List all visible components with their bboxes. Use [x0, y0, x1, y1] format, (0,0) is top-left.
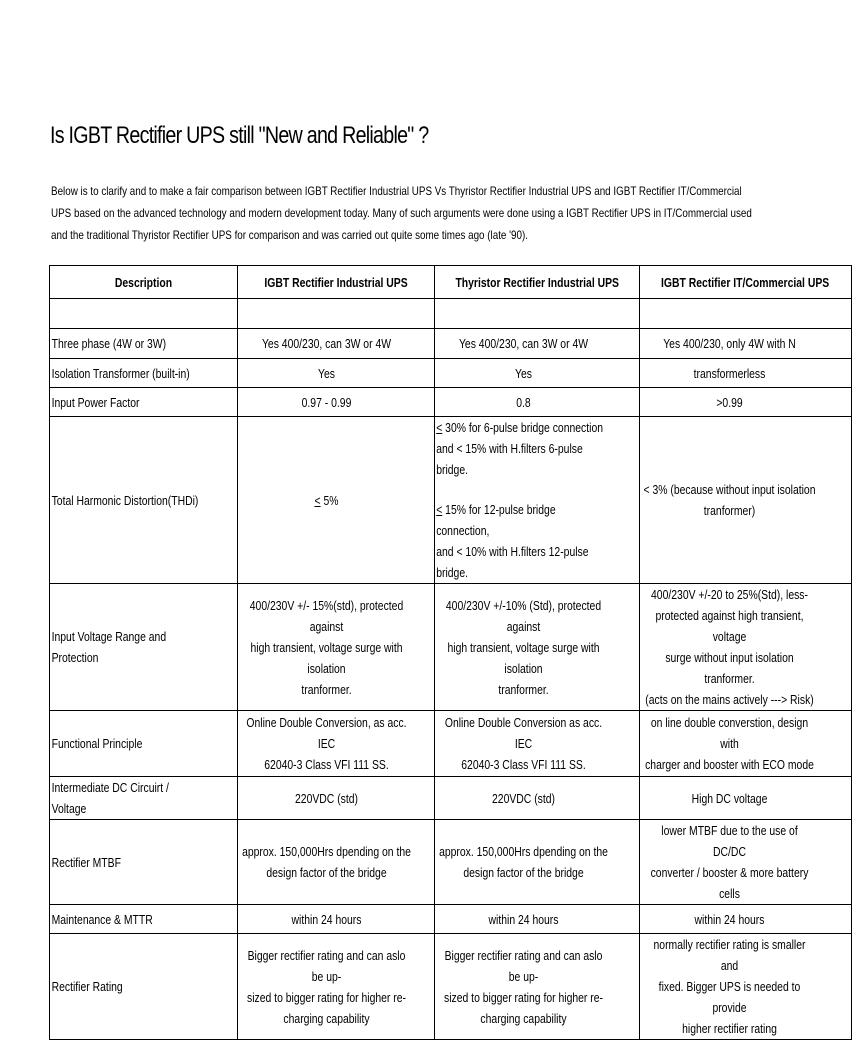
- cell-text: Bigger rectifier rating and can aslo be up-: [444, 947, 603, 984]
- table-cell: [238, 934, 435, 1040]
- cell-text: charger and booster with ECO mode: [645, 757, 815, 772]
- column-header: IGBT Rectifier Industrial UPS: [238, 266, 435, 299]
- cell-text: 400/230V +/- 15%(std), protected against: [249, 597, 404, 634]
- table-cell: Yes: [238, 359, 435, 388]
- cell-text: higher rectifier rating: [682, 1021, 778, 1036]
- table-cell: [640, 584, 851, 711]
- cell-text: charging capability: [283, 1010, 370, 1026]
- row-description: Intermediate DC Circuirt / Voltage: [50, 777, 238, 820]
- cell-text: converter / booster & more battery cells: [651, 865, 809, 901]
- table-cell: [238, 584, 435, 711]
- intro-line: Below is to clarify and to make a fair comparison between IGBT Rectifier Industrial UPS Vs Thyristor Rectifier Industrial UPS and IGBT Rectifier IT/Commercial: [51, 184, 742, 198]
- table-cell: >0.99: [640, 388, 851, 417]
- cell-text: 62040-3 Class VFI 111 SS.: [461, 757, 586, 772]
- table-cell: Yes: [435, 359, 640, 388]
- column-header: IGBT Rectifier IT/Commercial UPS: [640, 266, 851, 299]
- cell-text: design factor of the bridge: [266, 865, 387, 880]
- row-description: Three phase (4W or 3W): [50, 329, 238, 359]
- cell-text: sized to bigger rating for higher re-: [247, 989, 406, 1005]
- table-row: [50, 777, 852, 820]
- row-description: Input Power Factor: [50, 388, 238, 417]
- cell-text: 400/230V +/-20 to 25%(Std), less-: [651, 587, 809, 602]
- less-equal-symbol: <: [314, 492, 321, 508]
- intro-paragraph: [51, 180, 752, 246]
- cell-text: tranformer.: [498, 681, 549, 697]
- cell-text: lower MTBF due to the use of DC/DC: [661, 823, 799, 859]
- table-header-row: [50, 266, 852, 299]
- intro-line: and the traditional Thyristor Rectifier UPS for comparison and was carried out quite some times ago (late '90).: [51, 228, 528, 242]
- table-cell: transformerless: [640, 359, 851, 388]
- cell-text: approx. 150,000Hrs dpending on the: [242, 844, 411, 859]
- cell-text: and < 15% with H.filters 6-pulse bridge.: [436, 441, 583, 477]
- row-description: Functional Principle: [50, 711, 238, 777]
- table-cell: [238, 711, 435, 777]
- table-cell: 0.97 - 0.99: [238, 388, 435, 417]
- column-header: Thyristor Rectifier Industrial UPS: [435, 266, 640, 299]
- table-cell: [640, 417, 851, 584]
- row-description: Isolation Transformer (built-in): [50, 359, 238, 388]
- table-cell: [238, 417, 435, 584]
- row-description: Rectifier MTBF: [50, 820, 238, 905]
- cell-text: tranformer.: [301, 681, 352, 697]
- cell-text: (acts on the mains actively ---> Risk): [645, 692, 815, 707]
- table-row: [50, 417, 852, 584]
- table-cell: [435, 934, 640, 1040]
- table-row: [50, 388, 852, 417]
- table-row: [50, 711, 852, 777]
- cell-text: 30% for 6-pulse bridge connection: [445, 420, 604, 435]
- intro-line: UPS based on the advanced technology and modern development today. Many of such arguments were done using a IGBT Rectifier UPS in IT/Commercial used: [51, 206, 752, 220]
- row-description: Input Voltage Range and Protection: [50, 584, 238, 711]
- table-row: [50, 584, 852, 711]
- table-cell: [640, 299, 851, 329]
- table-cell: within 24 hours: [238, 905, 435, 934]
- cell-text: tranformer): [704, 503, 756, 518]
- table-row: [50, 820, 852, 905]
- table-spacer-row: [50, 299, 852, 329]
- table-row: [50, 359, 852, 388]
- column-header: Description: [50, 266, 238, 299]
- table-cell: within 24 hours: [435, 905, 640, 934]
- table-cell: 220VDC (std): [238, 777, 435, 820]
- table-cell: Yes 400/230, can 3W or 4W: [435, 329, 640, 359]
- cell-text: 62040-3 Class VFI 111 SS.: [264, 757, 389, 772]
- cell-text: 15% for 12-pulse bridge connection,: [436, 502, 556, 538]
- table-cell: 0.8: [435, 388, 640, 417]
- cell-text: high transient, voltage surge with isolation: [447, 639, 600, 676]
- table-cell: [640, 820, 851, 905]
- table-cell: [238, 299, 435, 329]
- table-cell: [640, 934, 851, 1040]
- table-row: [50, 329, 852, 359]
- row-description: Maintenance & MTTR: [50, 905, 238, 934]
- cell-text: on line double converstion, design with: [651, 715, 809, 751]
- cell-text: sized to bigger rating for higher re-: [444, 989, 603, 1005]
- cell-text: surge without input isolation tranformer.: [665, 650, 795, 686]
- cell-text: Online Double Conversion as acc. IEC: [444, 715, 603, 751]
- row-description: Rectifier Rating: [50, 934, 238, 1040]
- table-cell: [435, 820, 640, 905]
- cell-text: approx. 150,000Hrs dpending on the: [439, 844, 608, 859]
- cell-text: 5%: [323, 492, 339, 508]
- table-cell: [238, 820, 435, 905]
- cell-text: design factor of the bridge: [463, 865, 584, 880]
- table-cell: [640, 711, 851, 777]
- table-cell: 220VDC (std): [435, 777, 640, 820]
- less-equal-symbol: <: [436, 420, 443, 435]
- table-cell: [50, 299, 238, 329]
- less-equal-symbol: <: [436, 502, 443, 517]
- table-row: [50, 905, 852, 934]
- cell-text: protected against high transient, voltage: [655, 608, 804, 644]
- table-cell: [435, 711, 640, 777]
- cell-text: charging capability: [480, 1010, 567, 1026]
- cell-text: Online Double Conversion, as acc. IEC: [246, 715, 407, 751]
- table-cell: [435, 584, 640, 711]
- table-cell: High DC voltage: [640, 777, 851, 820]
- cell-text: fixed. Bigger UPS is needed to provide: [659, 979, 801, 1015]
- table-cell: Yes 400/230, can 3W or 4W: [238, 329, 435, 359]
- cell-text: < 3% (because without input isolation: [643, 482, 816, 497]
- table-cell: within 24 hours: [640, 905, 851, 934]
- cell-text: and < 10% with H.filters 12-pulse bridge.: [436, 544, 589, 580]
- cell-text: Bigger rectifier rating and can aslo be up-: [247, 947, 406, 984]
- table-cell: [435, 299, 640, 329]
- table-cell: Yes 400/230, only 4W with N: [640, 329, 851, 359]
- row-description: Total Harmonic Distortion(THDi): [50, 417, 238, 584]
- comparison-table: [49, 265, 852, 1040]
- cell-text: high transient, voltage surge with isolation: [250, 639, 403, 676]
- cell-text: normally rectifier rating is smaller and: [653, 937, 806, 973]
- table-row: [50, 934, 852, 1040]
- table-cell: [435, 417, 640, 584]
- page-title: Is IGBT Rectifier UPS still "New and Reliable" ?: [50, 122, 429, 149]
- cell-text: 400/230V +/-10% (Std), protected against: [445, 597, 602, 634]
